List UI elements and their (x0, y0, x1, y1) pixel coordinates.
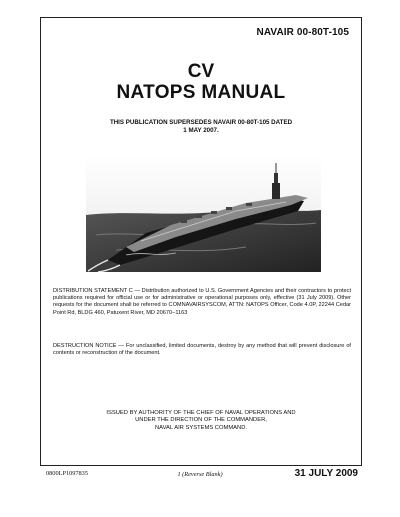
footer-code: 0800LP1097835 (46, 470, 88, 477)
supersedes-line-1: THIS PUBLICATION SUPERSEDES NAVAIR 00-80T-105 DATED (109, 119, 293, 126)
issued-by-authority (71, 410, 331, 432)
footer-date: 31 JULY 2009 (294, 468, 358, 479)
title-line-1: CV (187, 61, 215, 82)
document-number: NAVAIR 00-80T-105 (256, 27, 349, 38)
issued-line-3: NAVAL AIR SYSTEMS COMMAND. (154, 424, 247, 431)
destruction-notice: DESTRUCTION NOTICE — For unclassified, limited documents, destroy by any method that will prevent disclosure of contents or reconstruction of the document. (53, 343, 351, 357)
aircraft-carrier-photo (86, 155, 321, 272)
document-page (40, 17, 362, 466)
supersedes-line-2: 1 MAY 2007. (183, 126, 219, 134)
issued-line-2: UNDER THE DIRECTION OF THE COMMANDER, (135, 417, 267, 424)
supersedes-notice (71, 119, 331, 135)
issued-line-1: ISSUED BY AUTHORITY OF THE CHIEF OF NAVAL OPERATIONS AND (106, 410, 296, 416)
title-line-2: NATOPS MANUAL (116, 82, 286, 103)
distribution-statement: DISTRIBUTION STATEMENT C — Distribution authorized to U.S. Government Agencies and their contractors to protect publications required for official use or for administrative or operational purposes only, effective (31 July 2009). Other requests for the document shall be referred to COMNAVAIRSYSCOM, ATTN: NATOPS Officer, Code 4.0P, 22244 Cedar Point Rd, BLDG 460, Patuxent River, MD 20670−1163 (53, 288, 351, 316)
footer-page-label: 1 (Reverse Blank) (177, 471, 223, 478)
